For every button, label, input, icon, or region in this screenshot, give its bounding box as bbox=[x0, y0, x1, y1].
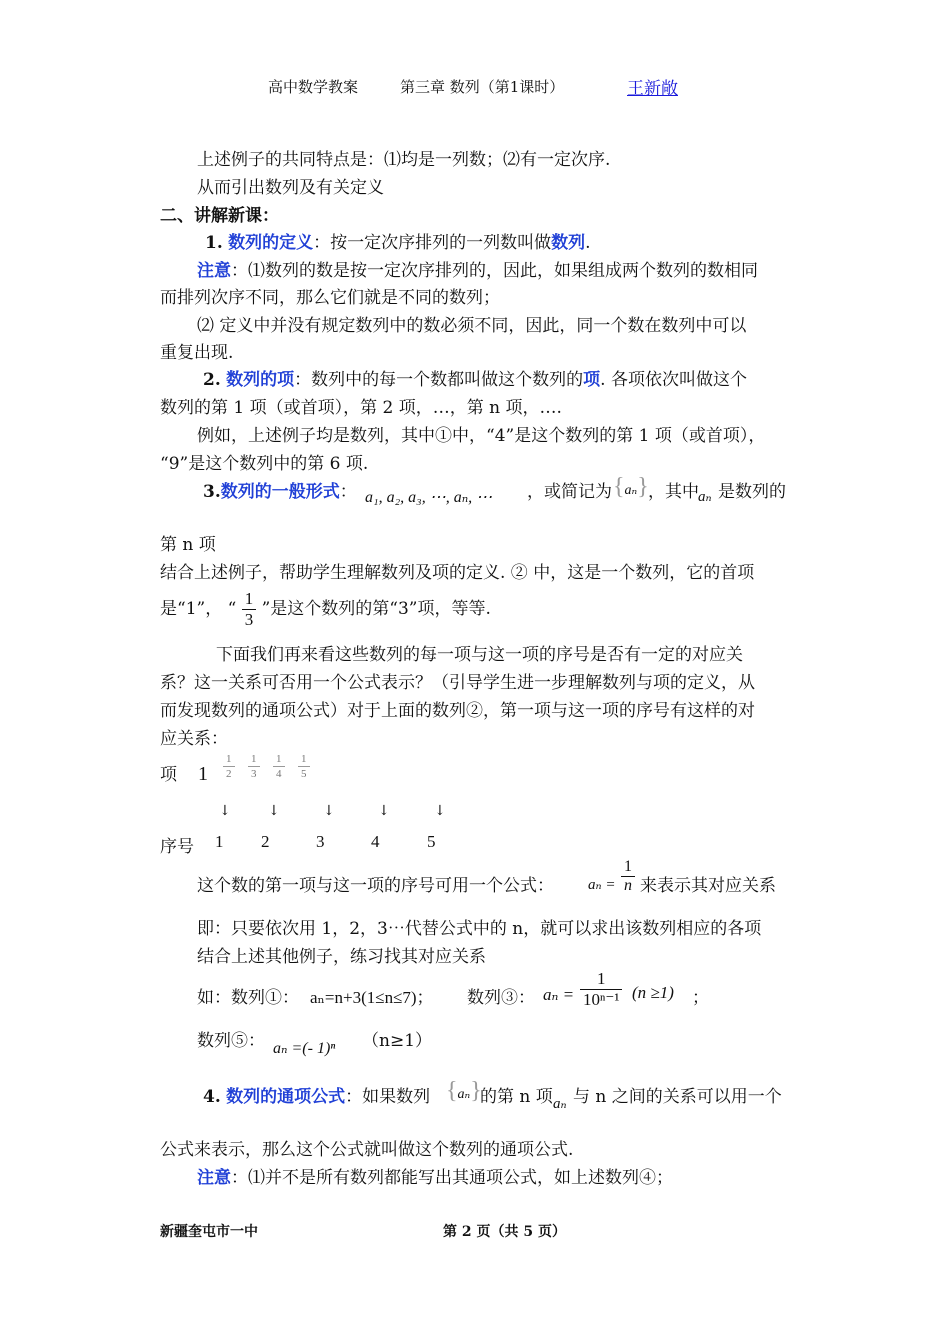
para2-line-1: 下面我们再来看这些数列的每一项与这一项的序号是否有一定的对应关 bbox=[216, 645, 743, 665]
term-1: 1 bbox=[198, 763, 208, 785]
term-4-num: 1 bbox=[276, 753, 282, 765]
term-5-den: 5 bbox=[298, 766, 310, 781]
arrow-1: ↓ bbox=[219, 803, 231, 819]
note2 bbox=[197, 1163, 673, 1188]
brace-left: { bbox=[446, 1078, 458, 1104]
def3-text: ，或简记为 bbox=[527, 482, 612, 502]
def2-line-2: 数列的第 1 项（或首项），第 2 项，…，第 n 项，…. bbox=[160, 398, 562, 418]
def2-term: 数列的项 bbox=[226, 370, 295, 390]
formula-fraction bbox=[621, 858, 635, 895]
def4-text3: 与 n 之间的关系可以用一个 bbox=[573, 1087, 782, 1107]
arrow-5: ↓ bbox=[434, 803, 446, 819]
def1-term: 数列的定义 bbox=[228, 233, 314, 253]
formula-line-1a: 这个数的第一项与这一项的序号可用一个公式： bbox=[197, 876, 554, 896]
note2-label: 注意 bbox=[197, 1168, 231, 1188]
def1-number: 1. bbox=[205, 233, 223, 253]
example-3-label: 数列③： bbox=[467, 988, 535, 1008]
term-2 bbox=[223, 752, 235, 781]
formula-line-2: 即：只要依次用 1，2，3⋯代替公式中的 n，就可以求出该数列相应的各项 bbox=[197, 919, 762, 939]
def4-brief-notation bbox=[446, 1078, 482, 1105]
def2-example-2: “9”是这个数列中的第 6 项. bbox=[160, 454, 369, 474]
para1-text-b: ”是这个数列的第“3”项，等等. bbox=[261, 599, 491, 619]
frac-numerator: 1 bbox=[244, 589, 254, 608]
def3-term: 数列的一般形式 bbox=[220, 482, 340, 502]
index-3: 3 bbox=[316, 832, 325, 851]
def2-example-1: 例如，上述例子均是数列，其中①中，“4”是这个数列的第 1 项（或首项）， bbox=[197, 426, 766, 446]
def3-number: 3. bbox=[203, 482, 221, 502]
index-2: 2 bbox=[261, 832, 270, 851]
header-chapter: 第三章 数列（第1课时） bbox=[400, 78, 565, 96]
def2-text2: . 各项依次叫做这个 bbox=[600, 370, 747, 390]
def2-text: ：数列中的每一个数都叫做这个数列的 bbox=[294, 370, 584, 390]
index-5: 5 bbox=[427, 832, 436, 851]
example-5-label: 数列⑤： bbox=[197, 1031, 265, 1051]
example-3-fraction bbox=[580, 969, 622, 1010]
para1-line-1: 结合上述例子，帮助学生理解数列及项的定义. ② 中，这是一个数列，它的首项 bbox=[160, 563, 755, 583]
index-1: 1 bbox=[215, 832, 224, 851]
para2-line-4: 应关系： bbox=[160, 729, 228, 749]
para1-text-a: 是“1”， “ bbox=[160, 599, 237, 619]
header-author-link[interactable]: 王新敞 bbox=[627, 79, 678, 99]
formula-line-3: 结合上述其他例子，练习找其对应关系 bbox=[197, 947, 486, 967]
def3-brief-notation bbox=[613, 474, 649, 501]
intro-line-1: 上述例子的共同特点是：⑴均是一列数；⑵有一定次序. bbox=[197, 150, 611, 170]
def3-brief: aₙ bbox=[624, 483, 638, 498]
formula-numerator: 1 bbox=[624, 858, 632, 875]
def1-term2: 数列 bbox=[551, 233, 586, 253]
term-3-num: 1 bbox=[251, 753, 257, 765]
term-3-den: 3 bbox=[248, 766, 260, 781]
def3-line-2: 第 n 项 bbox=[160, 535, 216, 555]
footer-page: 第 2 页（共 5 页） bbox=[443, 1224, 566, 1240]
table-term-label: 项 bbox=[160, 765, 177, 785]
def4-line-2: 公式来表示，那么这个公式就叫做这个数列的通项公式. bbox=[160, 1140, 574, 1160]
table-index-label: 序号 bbox=[160, 837, 194, 857]
term-2-den: 2 bbox=[223, 766, 235, 781]
arrow-3: ↓ bbox=[323, 803, 335, 819]
example-3-end: ； bbox=[692, 988, 709, 1008]
formula-line-1b: 来表示其对应关系 bbox=[640, 876, 776, 896]
note1-line-2: 而排列次序不同，那么它们就是不同的数列； bbox=[160, 288, 500, 308]
frac-denominator: 3 bbox=[242, 609, 257, 630]
header-course: 高中数学教案 bbox=[268, 78, 359, 96]
definition-2 bbox=[203, 365, 747, 390]
def3-colon: ： bbox=[339, 482, 357, 502]
example-5-condition: （n≥1） bbox=[362, 1031, 433, 1051]
def1-text: ：按一定次序排列的一列数叫做 bbox=[313, 233, 552, 253]
brace-right: } bbox=[470, 1078, 482, 1104]
arrow-4: ↓ bbox=[378, 803, 390, 819]
example-3-lhs: aₙ = bbox=[543, 985, 575, 1004]
def4-an: aₙ bbox=[553, 1096, 567, 1112]
note1-label: 注意 bbox=[197, 261, 231, 281]
term-4-den: 4 bbox=[273, 766, 285, 781]
arrow-2: ↓ bbox=[268, 803, 280, 819]
note1-line-1 bbox=[197, 256, 758, 281]
para2-line-2: 系？这一关系可否用一个公式表示？（引导学生进一步理解数列与项的定义，从 bbox=[160, 673, 755, 693]
def1-end: . bbox=[585, 233, 591, 253]
example-3-denominator: 10ⁿ⁻¹ bbox=[580, 989, 622, 1010]
brace-right: } bbox=[637, 474, 649, 500]
def3-general-form: a₁, a₂, a₃, ⋯, aₙ, ⋯ bbox=[365, 489, 493, 506]
term-5 bbox=[298, 752, 310, 781]
def3-an: aₙ bbox=[698, 489, 712, 505]
definition-1 bbox=[205, 228, 591, 253]
example-prefix: 如：数列①： bbox=[197, 988, 299, 1008]
note2-text: ：⑴并不是所有数列都能写出其通项公式，如上述数列④； bbox=[231, 1168, 673, 1188]
term-4 bbox=[273, 752, 285, 781]
def2-term2: 项 bbox=[583, 370, 601, 390]
example-5-formula: aₙ =(- 1)ⁿ bbox=[273, 1040, 336, 1057]
brace-left: { bbox=[613, 474, 625, 500]
example-1-formula: aₙ=n+3(1≤n≤7)； bbox=[310, 988, 434, 1007]
section-title: 二、讲解新课： bbox=[160, 206, 279, 226]
footer-school: 新疆奎屯市一中 bbox=[160, 1224, 258, 1240]
para2-line-3: 而发现数列的通项公式）对于上面的数列②，第一项与这一项的序号有这样的对 bbox=[160, 701, 755, 721]
fraction-one-third bbox=[242, 589, 257, 630]
formula-denominator: n bbox=[621, 876, 635, 895]
term-3 bbox=[248, 752, 260, 781]
def3-text3: 是数列的 bbox=[718, 482, 786, 502]
def2-number: 2. bbox=[203, 370, 221, 390]
note1-line-4: 重复出现. bbox=[160, 343, 234, 363]
definition-4 bbox=[203, 1082, 430, 1107]
example-3-numerator: 1 bbox=[596, 969, 606, 988]
definition-3 bbox=[203, 477, 357, 502]
example-3-condition: (n ≥1) bbox=[632, 983, 674, 1002]
intro-line-2: 从而引出数列及有关定义 bbox=[197, 178, 384, 198]
term-2-num: 1 bbox=[226, 753, 232, 765]
formula-lhs: aₙ = bbox=[588, 877, 616, 893]
para1-line-2 bbox=[160, 589, 491, 630]
index-4: 4 bbox=[371, 832, 380, 851]
def4-text: ：如果数列 bbox=[345, 1087, 431, 1107]
def3-text2: ，其中 bbox=[648, 482, 699, 502]
def4-text2: 的第 n 项 bbox=[480, 1087, 553, 1107]
def4-number: 4. bbox=[203, 1087, 221, 1107]
term-5-num: 1 bbox=[301, 753, 307, 765]
def4-brief: aₙ bbox=[457, 1087, 471, 1102]
def4-term: 数列的通项公式 bbox=[226, 1087, 346, 1107]
note1-line-3: ⑵ 定义中并没有规定数列中的数必须不同，因此，同一个数在数列中可以 bbox=[197, 316, 747, 336]
note1-text: ：⑴数列的数是按一定次序排列的，因此，如果组成两个数列的数相同 bbox=[231, 261, 758, 281]
